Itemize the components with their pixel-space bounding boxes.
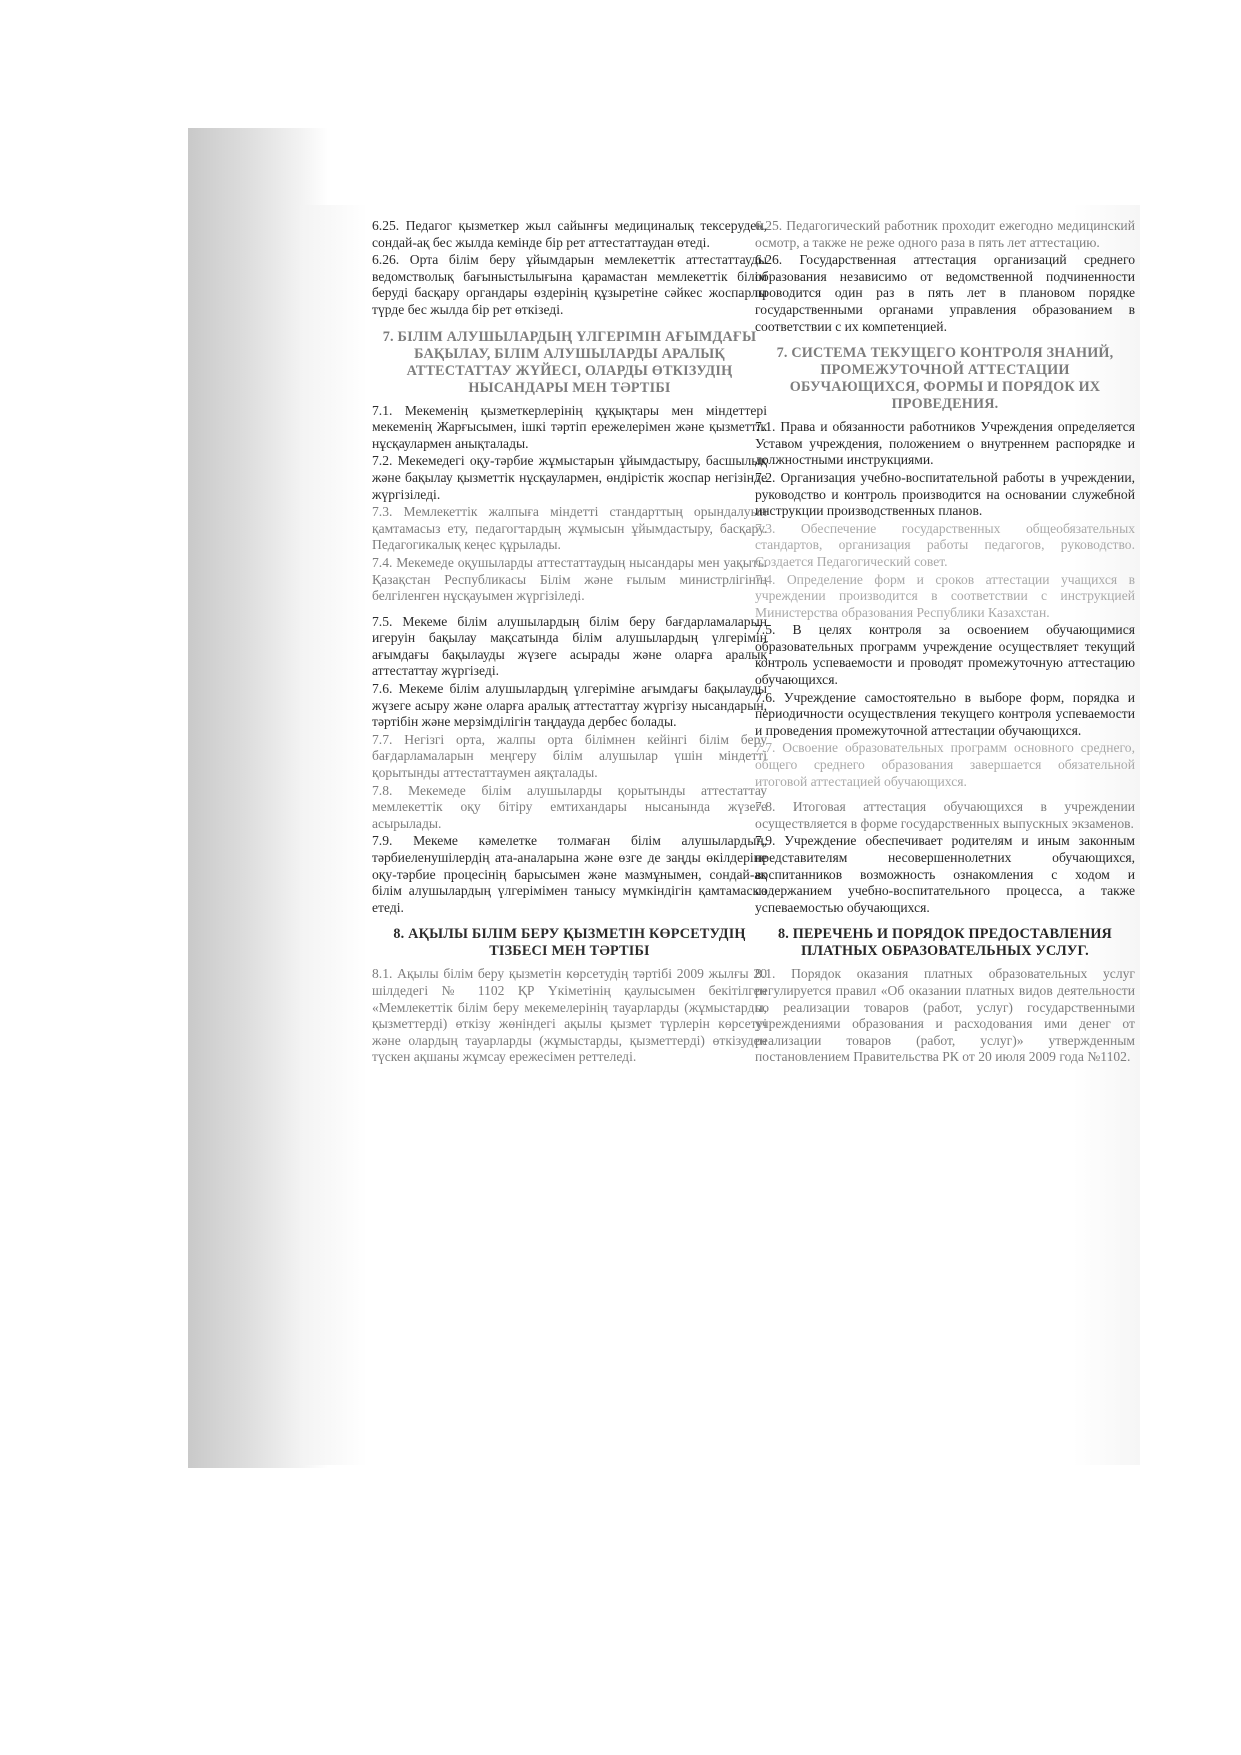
ru-paragraph-7-2: 7.2. Организация учебно-воспитательной работы в учреждении, руководство и контроль производится на основании служебной инструкции производственных планов. <box>755 469 1135 519</box>
kz-paragraph-8-1: 8.1. Ақылы білім беру қызметін көрсетудің тәртібі 2009 жылғы 20 шілдедегі № 1102 ҚР Үкіметінің қаулысымен бекітілген «Мемлекеттік білім беру мекемелерінің тауарларды (жұмыстарды, қызметтерді) өткізу жөніндегі ақылы қызмет түрлерін көрсетуі және олардың тауарларды (жұмыстарды, қызметтерді) өткізуден түскен ақшаны жұмсау ережесімен реттеледі. <box>372 966 767 1065</box>
kz-paragraph-6-26: 6.26. Орта білім беру ұйымдарын мемлекеттік аттестаттауды ведомстволық бағыныстылығына қарамастан мемлекеттік білім беруді басқару органдары өздерінің құзыретіне сәйкес жоспарлы түрде бес жылда бір рет өткізеді. <box>372 252 767 317</box>
kz-paragraph-7-8: 7.8. Мекемеде білім алушыларды қорытынды аттестаттау мемлекеттік оқу бітіру емтихандары нысанында жүзеге асырылады. <box>372 782 767 831</box>
kz-paragraph-7-2: 7.2. Мекемедегі оқу-тәрбие жұмыстарын ұйымдастыру, басшылық және бақылау қызметтік нұсқаулармен, өндірістік жоспар негізінде жүргізіледі. <box>372 453 767 502</box>
ru-paragraph-7-8: 7.8. Итоговая аттестация обучающихся в учреждении осуществляется в форме государственных выпускных экзаменов. <box>755 799 1135 831</box>
ru-section-7-heading: 7. СИСТЕМА ТЕКУЩЕГО КОНТРОЛЯ ЗНАНИЙ, ПРОМЕЖУТОЧНОЙ АТТЕСТАЦИИ ОБУЧАЮЩИХСЯ, ФОРМЫ И ПОРЯДОК ИХ ПРОВЕДЕНИЯ. <box>776 345 1114 413</box>
ru-paragraph-7-1: 7.1. Права и обязанности работников Учреждения определяется Уставом учреждения, положением о внутреннем распорядке и должностными инструкциями. <box>755 419 1135 468</box>
russian-column <box>755 218 1135 1067</box>
ru-paragraph-7-3: 7.3. Обеспечение государственных общеобязательных стандартов, организация работы педагогов, руководство. Создается Педагогический совет. <box>755 520 1135 569</box>
ru-paragraph-7-6: 7.6. Учреждение самостоятельно в выборе форм, порядка и периодичности осуществления текущего контроля успеваемости и проведения промежуточной аттестации обучающихся. <box>755 689 1135 738</box>
ru-paragraph-8-1: 8.1. Порядок оказания платных образовательных услуг регулируется правил «Об оказании платных видов деятельности по реализации товаров (работ, услуг) государственными учреждениями образования и расходования ими денег от реализации товаров (работ, услуг)» утвержденным постановлением Правительства РК от 20 июля 2009 года №1102. <box>755 966 1135 1065</box>
kz-paragraph-7-7: 7.7. Негізгі орта, жалпы орта білімнен кейінгі білім беру бағдарламаларын меңгеру білім алушылар үшін міндетті қорытынды аттестаттаумен аяқталады. <box>372 731 767 781</box>
kazakh-column <box>372 218 767 1067</box>
kz-paragraph-7-4: 7.4. Мекемеде оқушыларды аттестаттаудың нысандары мен уақыты Қазақстан Республикасы Білім және ғылым министрлігінің белгіленген нұсқауымен жүргізіледі. <box>372 554 767 604</box>
kz-paragraph-7-1: 7.1. Мекеменің қызметкерлерінің құқықтары мен міндеттері мекеменің Жарғысымен, ішкі тәртіп ережелерімен және қызметтік нұсқаулармен анықталады. <box>372 402 767 451</box>
ru-paragraph-7-7: 7.7. Освоение образовательных программ основного среднего, общего среднего образования завершается обязательной итоговой аттестацией обучающихся. <box>755 740 1135 789</box>
kz-paragraph-6-25: 6.25. Педагог қызметкер жыл сайынғы медициналық тексеруден, сондай-ақ бес жылда кемінде бір рет аттестаттаудан өтеді. <box>372 218 767 250</box>
ru-section-8-heading: 8. ПЕРЕЧЕНЬ И ПОРЯДОК ПРЕДОСТАВЛЕНИЯ ПЛАТНЫХ ОБРАЗОВАТЕЛЬНЫХ УСЛУГ. <box>778 926 1112 960</box>
kz-section-8-heading: 8. АҚЫЛЫ БІЛІМ БЕРУ ҚЫЗМЕТІН КӨРСЕТУДІҢ ТІЗБЕСІ МЕН ТӘРТІБІ <box>393 926 746 960</box>
kz-paragraph-7-3: 7.3. Мемлекеттік жалпыға міндетті стандарттың орындалуын қамтамасыз ету, педагогтардың жұмысын ұйымдастыру, басқару. Педагогикалық кеңес құрылады. <box>372 504 767 553</box>
ru-paragraph-6-26: 6.26. Государственная аттестация организаций среднего образования независимо от ведомственной подчиненности проводится один раз в пять лет в плановом порядке государственными органами управления образованием в соответствии с их компетенцией. <box>755 252 1135 334</box>
kz-paragraph-7-6: 7.6. Мекеме білім алушылардың үлгеріміне ағымдағы бақылауды жүзеге асыру және оларға аралық аттестаттау жүргізу нысандарын, тәртібін және мерзімділігін таңдауда дербес болады. <box>372 681 767 730</box>
kz-paragraph-7-5: 7.5. Мекеме білім алушылардың білім беру бағдарламаларын игеруін бақылау мақсатында білім алушылардың үлгерімін ағымдағы бақылауды жүзеге асырады және оларға аралық аттестаттау жүргізеді. <box>372 613 767 679</box>
kz-section-7-heading: 7. БІЛІМ АЛУШЫЛАРДЫҢ ҮЛГЕРІМІН АҒЫМДАҒЫ БАҚЫЛАУ, БІЛІМ АЛУШЫЛАРДЫ АРАЛЫҚ АТТЕСТАТТАУ ЖҮЙЕСІ, ОЛАРДЫ ӨТКІЗУДІҢ НЫСАНДАРЫ МЕН ТӘРТІБІ <box>382 328 757 396</box>
ru-paragraph-7-9: 7.9. Учреждение обеспечивает родителям и иным законным представителям несовершеннолетних обучающихся, воспитанников возможность ознакомления с ходом и содержанием учебно-воспитательного процесса, а также успеваемостью обучающихся. <box>755 833 1135 915</box>
kz-paragraph-7-9: 7.9. Мекеме кәмелетке толмаған білім алушылардың, тәрбиеленушілердің ата-аналарына және өзге де заңды өкілдеріне оқу-тәрбие процесінің барысымен және мазмұнымен, сондай-ақ білім алушылардың үлгерімімен танысу мүмкіндігін қамтамасыз етеді. <box>372 833 767 915</box>
ru-paragraph-7-4: 7.4. Определение форм и сроков аттестации учащихся в учреждении производится в соответствии с инструкцией Министерства образования Республики Казахстан. <box>755 571 1135 620</box>
ru-paragraph-7-5: 7.5. В целях контроля за освоением обучающимися образовательных программ учреждение осуществляет текущий контроль успеваемости и проводят промежуточную аттестацию обучающихся. <box>755 622 1135 688</box>
ru-paragraph-6-25: 6.25. Педагогический работник проходит ежегодно медицинский осмотр, а также не реже одного раза в пять лет аттестацию. <box>755 218 1135 250</box>
